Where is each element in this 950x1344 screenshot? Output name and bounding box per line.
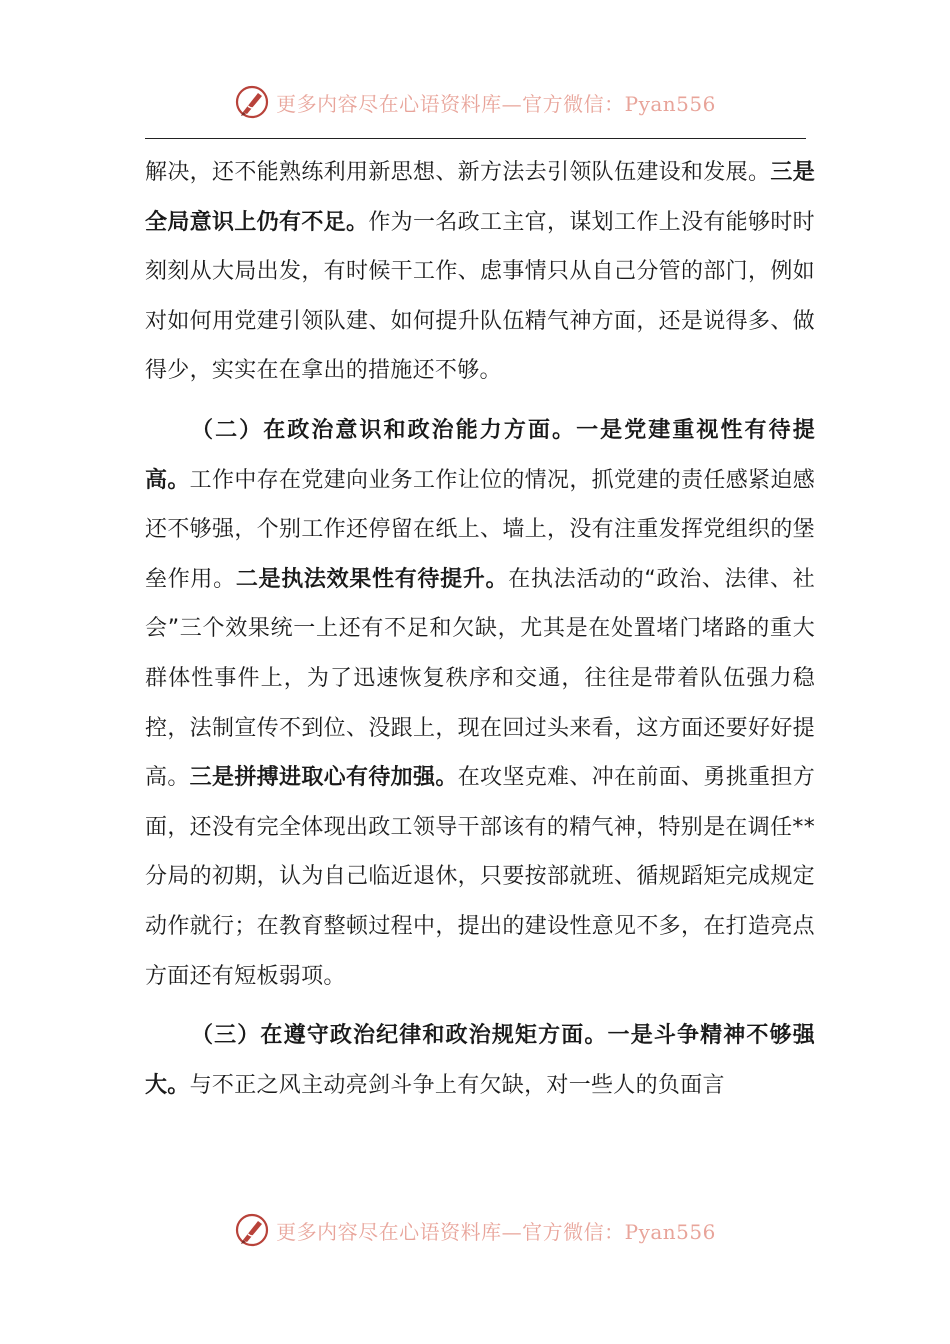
paragraph-1-text-1: 解决，还不能熟练利用新思想、新方法去引领队伍建设和发展。 bbox=[145, 160, 771, 185]
footer-banner-text: 更多内容尽在心语资料库—官方微信：Pyan556 bbox=[276, 1219, 716, 1244]
section-2-heading: （二）在政治意识和政治能力方面。一是党建重视性有待提高。 bbox=[145, 417, 815, 493]
paragraph-3-text-1: 与不正之风主动亮剑斗争上有欠缺，对一些人的负面言 bbox=[189, 1072, 725, 1098]
pen-circle-logo-icon bbox=[234, 1212, 270, 1248]
document-body bbox=[145, 148, 815, 1110]
footer-banner bbox=[0, 1210, 950, 1250]
section-3-heading: （三）在遵守政治纪律和政治规矩方面。一是斗争精神不够强大。 bbox=[145, 1023, 815, 1098]
header-banner bbox=[0, 82, 950, 122]
header-banner-text: 更多内容尽在心语资料库—官方微信：Pyan556 bbox=[276, 91, 716, 116]
paragraph-3 bbox=[145, 1011, 815, 1110]
paragraph-1-heading: 三是全局意识上仍有不足。 bbox=[145, 160, 815, 235]
paragraph-2-text-2: 在执法活动的“政治、法律、社会”三个效果统一上还有不足和欠缺，尤其是在处置堵门堵路的重大群体性事件上，为了迅速恢复秩序和交通，往往是带着队伍强力稳控，法制宣传不到位、没跟上，现在回过头来看，这方面还要好好提高。 bbox=[145, 566, 816, 791]
paragraph-2-text-1: 工作中存在党建向业务工作让位的情况，抓党建的责任感紧迫感还不够强，个别工作还停留在纸上、墙上，没有注重发挥党组织的堡垒作用。 bbox=[145, 467, 815, 592]
paragraph-2-text-3: 在攻坚克难、冲在前面、勇挑重担方面，还没有完全体现出政工领导干部该有的精气神，特别是在调任**分局的初期，认为自己临近退休，只要按部就班、循规蹈矩完成规定动作就行；在教育整顿过程中，提出的建设性意见不多，在打造亮点方面还有短板弱项。 bbox=[145, 765, 815, 989]
header-divider bbox=[145, 138, 806, 139]
paragraph-2-point-3: 三是拼搏进取心有待加强。 bbox=[189, 765, 458, 791]
paragraph-1-text-2: 作为一名政工主官，谋划工作上没有能够时时刻刻从大局出发，有时候干工作、虑事情只从自己分管的部门，例如对如何用党建引领队建、如何提升队伍精气神方面，还是说得多、做得少，实实在在拿出的措施还不够。 bbox=[145, 209, 815, 384]
paragraph-2 bbox=[145, 406, 815, 1001]
pen-circle-logo-icon bbox=[234, 84, 270, 120]
paragraph-2-point-2: 二是执法效果性有待提升。 bbox=[235, 566, 509, 592]
paragraph-1 bbox=[145, 148, 815, 396]
